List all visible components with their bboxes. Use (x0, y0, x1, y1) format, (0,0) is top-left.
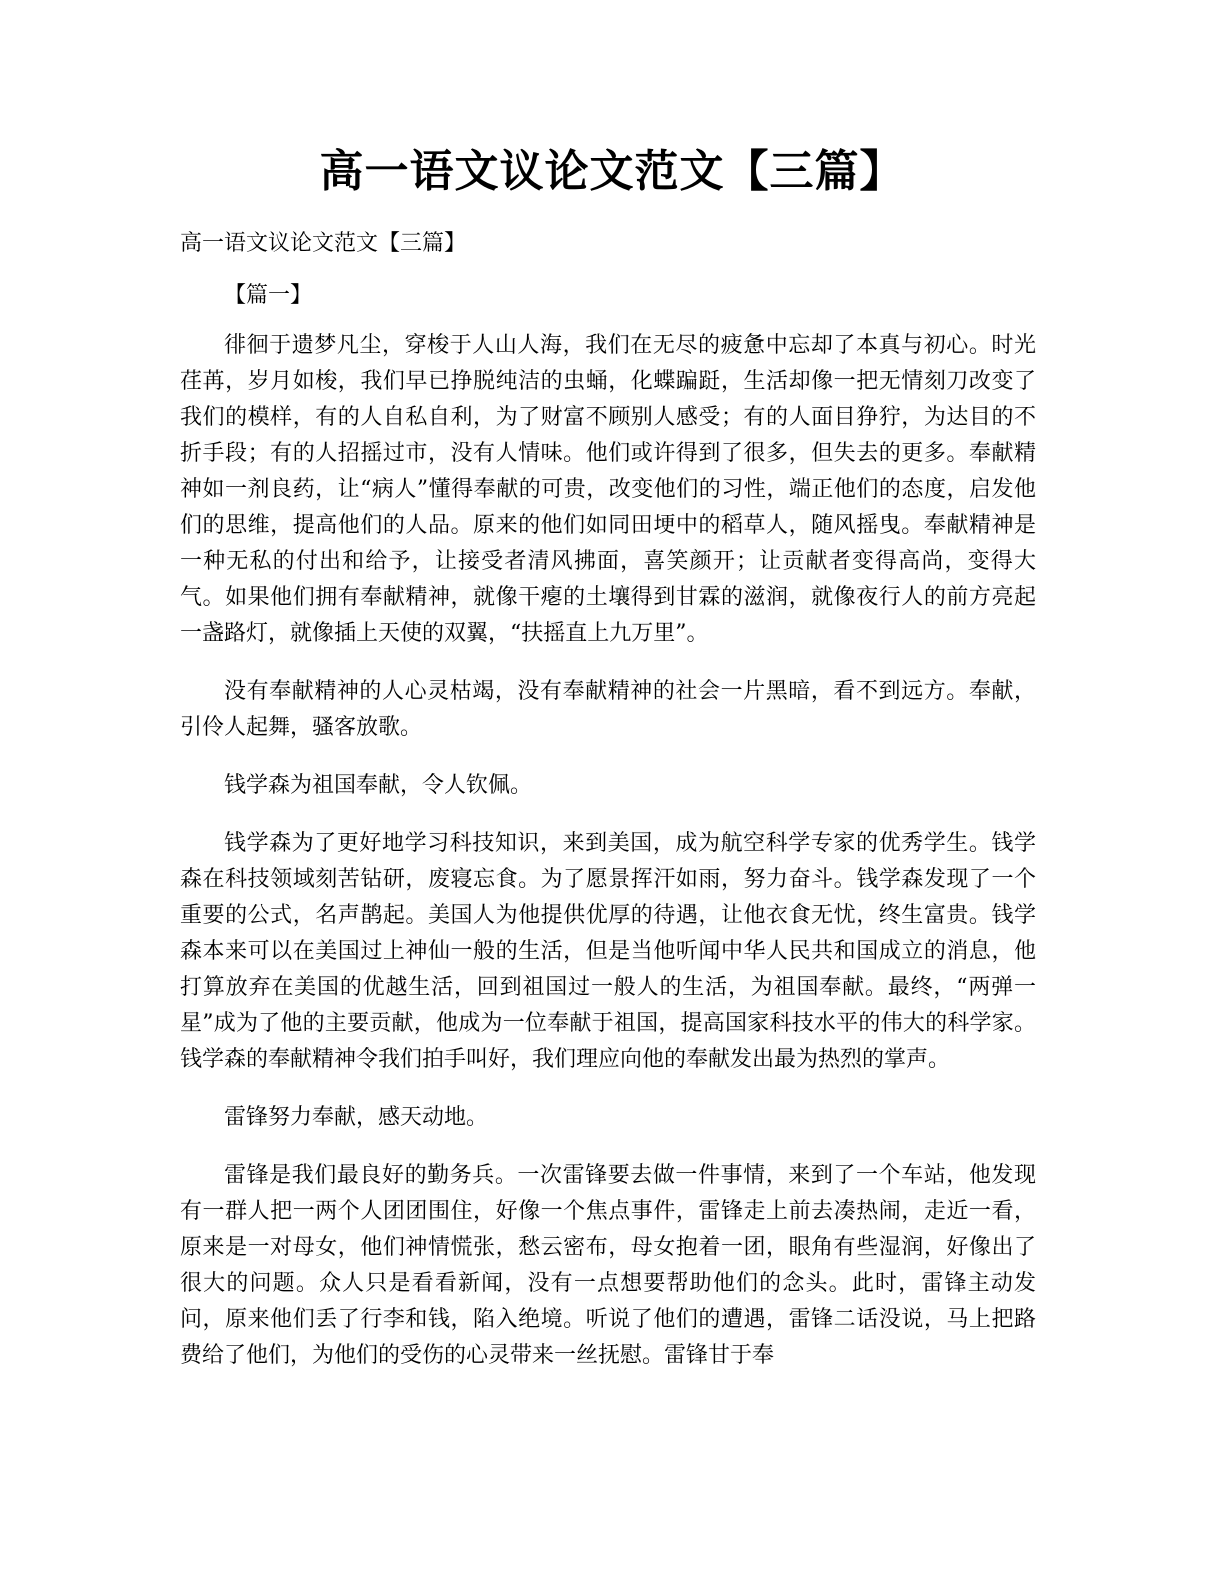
paragraph-6: 雷锋是我们最良好的勤务兵。一次雷锋要去做一件事情，来到了一个车站，他发现有一群人把一两个人团团围住，好像一个焦点事件，雷锋走上前去凑热闹，走近一看，原来是一对母女，他们神情慌张，愁云密布，母女抱着一团，眼角有些湿润，好像出了很大的问题。众人只是看看新闻，没有一点想要帮助他们的念头。此时，雷锋主动发问，原来他们丢了行李和钱，陷入绝境。听说了他们的遭遇，雷锋二话没说，马上把路费给了他们，为他们的受伤的心灵带来一丝抚慰。雷锋甘于奉 (180, 1163, 1036, 1368)
document-subtitle: 高一语文议论文范文【三篇】 (180, 231, 467, 256)
paragraph-1: 徘徊于遗梦凡尘，穿梭于人山人海，我们在无尽的疲惫中忘却了本真与初心。时光荏苒，岁月如梭，我们早已挣脱纯洁的虫蛹，化蝶蹁跹，生活却像一把无情刻刀改变了我们的模样，有的人自私自利，为了财富不顾别人感受；有的人面目狰狞，为达目的不折手段；有的人招摇过市，没有人情味。他们或许得到了很多，但失去的更多。奉献精神如一剂良药，让“病人”懂得奉献的可贵，改变他们的习性，端正他们的态度，启发他们的思维，提高他们的人品。原来的他们如同田埂中的稻草人，随风摇曳。奉献精神是一种无私的付出和给予，让接受者清风拂面，喜笑颜开；让贡献者变得高尚，变得大气。如果他们拥有奉献精神，就像干瘪的土壤得到甘霖的滋润，就像夜行人的前方亮起一盏路灯，就像插上天使的双翼，“扶摇直上九万里”。 (180, 333, 1036, 646)
paragraph-3: 钱学森为祖国奉献，令人钦佩。 (224, 773, 533, 798)
paragraph-4: 钱学森为了更好地学习科技知识，来到美国，成为航空科学专家的优秀学生。钱学森在科技领域刻苦钻研，废寝忘食。为了愿景挥汗如雨，努力奋斗。钱学森发现了一个重要的公式，名声鹊起。美国人为他提供优厚的待遇，让他衣食无忧，终生富贵。钱学森本来可以在美国过上神仙一般的生活，但是当他听闻中华人民共和国成立的消息，他打算放弃在美国的优越生活，回到祖国过一般人的生活，为祖国奉献。最终，“两弹一星”成为了他的主要贡献，他成为一位奉献于祖国，提高国家科技水平的伟大的科学家。钱学森的奉献精神令我们拍手叫好，我们理应向他的奉献发出最为热烈的掌声。 (180, 831, 1036, 1072)
paragraph-2: 没有奉献精神的人心灵枯竭，没有奉献精神的社会一片黑暗，看不到远方。奉献，引伶人起舞，骚客放歌。 (180, 679, 1036, 740)
document-body (180, 226, 1036, 1396)
section-heading: 【篇一】 (224, 283, 313, 308)
paragraph-5: 雷锋努力奉献，感天动地。 (224, 1105, 489, 1130)
document-title: 高一语文议论文范文【三篇】 (319, 146, 905, 197)
